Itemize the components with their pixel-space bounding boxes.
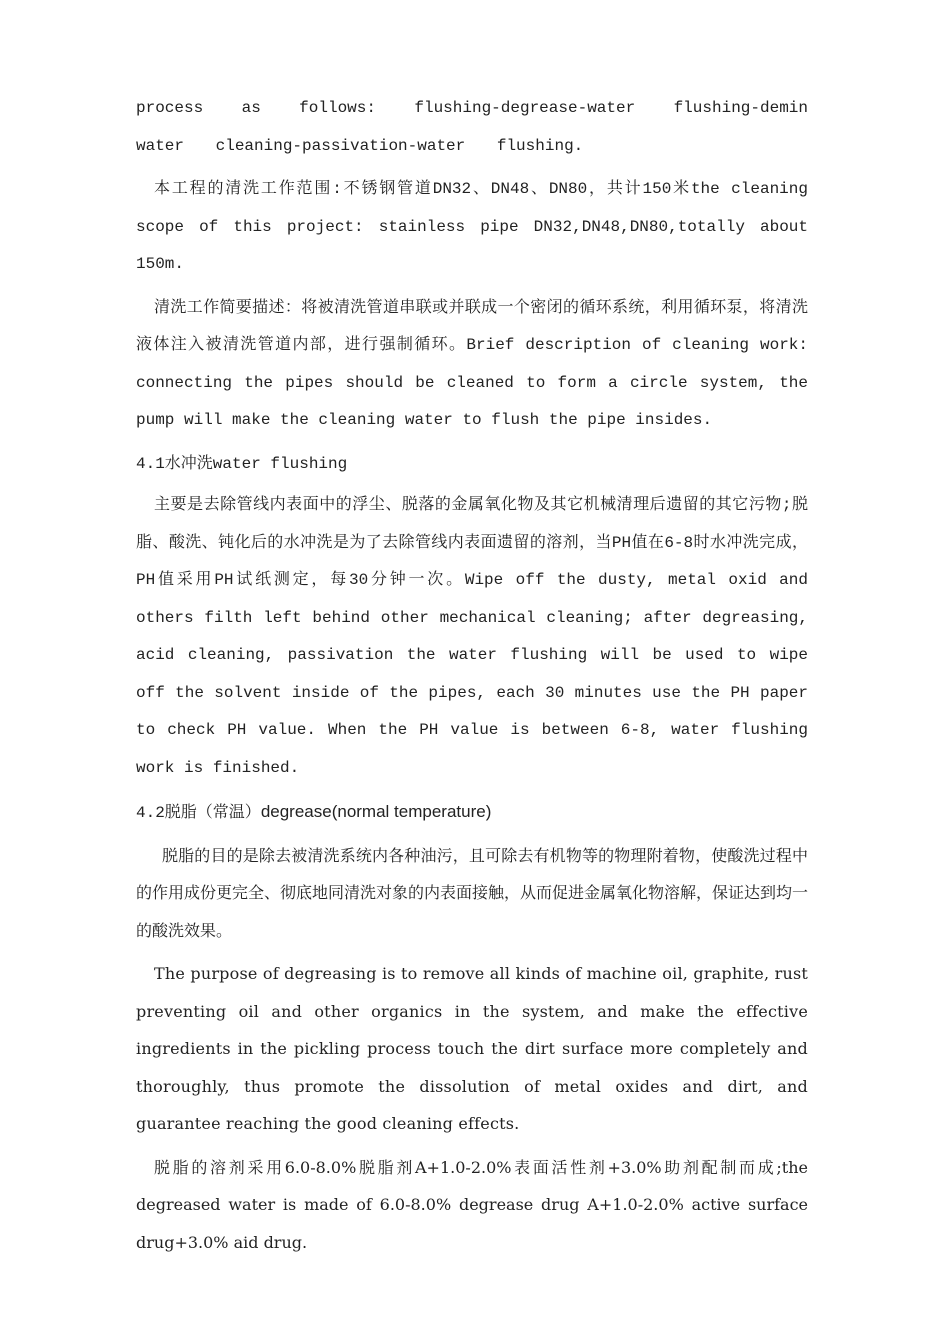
paragraph-degrease-solvent: 脱脂的溶剂采用6.0-8.0%脱脂剂A+1.0-2.0%表面活性剂+3.0%助剂配制而成;the degreased water is made of 6.0-8.0% degrease drug A+1.0-2.0% active surface drug+3.0% aid drug. [136, 1157, 808, 1252]
section-heading-degrease-en: degrease(normal temperature) [260, 802, 492, 821]
section-heading-degrease-cn: 4.2脱脂（常温） [136, 804, 261, 822]
paragraph-water-flushing: 主要是去除管线内表面中的浮尘、脱落的金属氧化物及其它机械清理后遗留的其它污物;脱脂、酸洗、钝化后的水冲洗是为了去除管线内表面遗留的溶剂，当PH值在6-8时水冲洗完成，PH值采用PH试纸测定，每30分钟一次。Wipe off the dusty, metal oxid and others filth left behind other mechanical cleaning; after degreasing, acid cleaning, passivation the water flushing will be used to wipe off the solvent inside of the pipes, each 30 minutes use the PH paper to check PH value. When the PH value is between 6-8, water flushing work is finished. [136, 496, 808, 777]
section-heading-degrease [136, 793, 808, 833]
paragraph-cleaning-scope: 本工程的清洗工作范围:不锈钢管道DN32、DN48、DN80，共计150米the cleaning scope of this project: stainless pipe DN32,DN48,DN80,totally about 150m. [136, 180, 808, 273]
paragraph-degrease-purpose-en: The purpose of degreasing is to remove all kinds of machine oil, graphite, rust preventing oil and other organics in the system, and make the effective ingredients in the pickling process touch the dirt surface more completely and thoroughly, thus promote the dissolution of metal oxides and dirt, and guarantee reaching the good cleaning effects. [136, 964, 808, 1133]
paragraph-degrease-purpose-cn: 脱脂的目的是除去被清洗系统内各种油污，且可除去有机物等的物理附着物，使酸洗过程中的作用成份更完全、彻底地同清洗对象的内表面接触，从而促进金属氧化物溶解，保证达到均一的酸洗效果。 [136, 845, 809, 940]
paragraph-process-steps: process as follows: flushing-degrease-water flushing-demin water cleaning-passivation-water flushing. [136, 99, 808, 155]
document-page [136, 90, 808, 1267]
section-heading-water-flushing: 4.1水冲洗water flushing [136, 454, 348, 473]
paragraph-brief-description: 清洗工作简要描述：将被清洗管道串联或并联成一个密闭的循环系统，利用循环泵，将清洗液体注入被清洗管道内部，进行强制循环。Brief description of cleaning work: connecting the pipes should be cleaned to form a circle system, the pump will make the cleaning water to flush the pipe insides. [136, 298, 808, 429]
